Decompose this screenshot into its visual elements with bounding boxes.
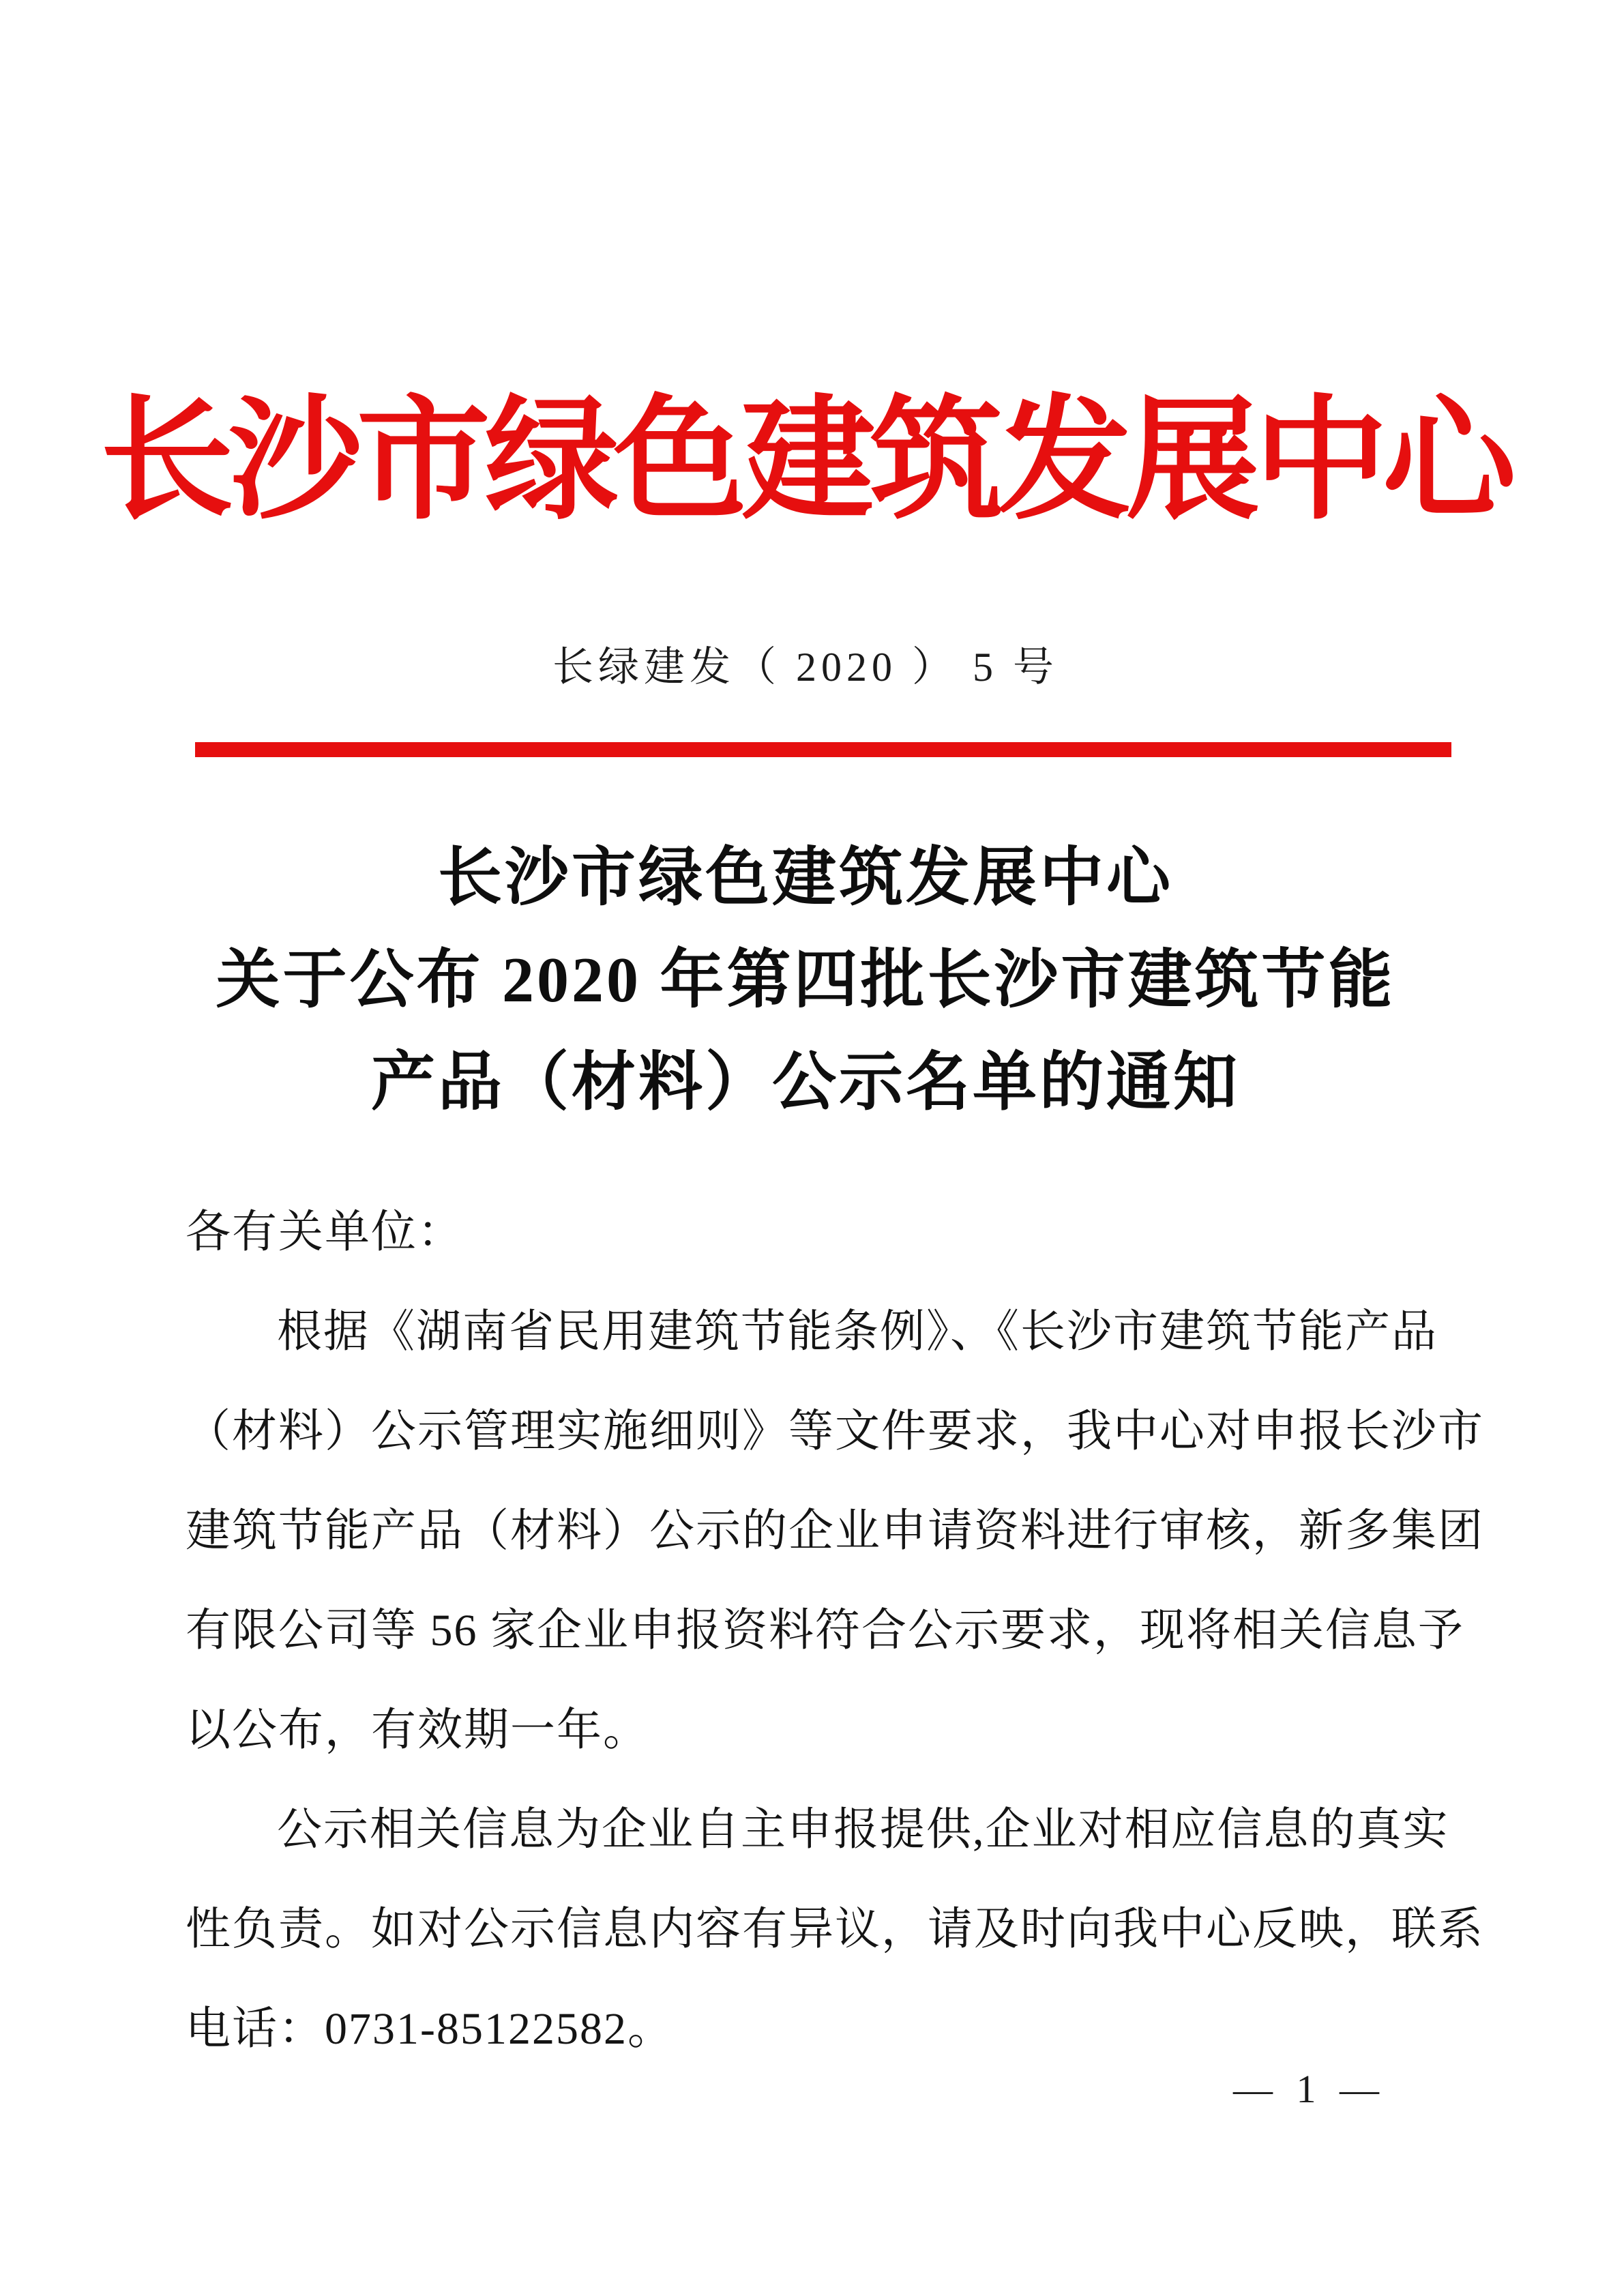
body-line: （材料）公示管理实施细则》等文件要求，我中心对申报长沙市 xyxy=(186,1407,1484,1456)
body-salutation: 各有关单位： xyxy=(186,1207,464,1257)
notice-title-line-3: 产品（材料）公示名单的通知 xyxy=(370,1047,1240,1118)
notice-title-line-1: 长沙市绿色建筑发展中心 xyxy=(437,842,1173,913)
letterhead-divider-rule xyxy=(195,742,1451,757)
body-line: 以公布，有效期一年。 xyxy=(186,1705,649,1755)
notice-title xyxy=(0,827,1611,1134)
letterhead-org-title: 长沙市绿色建筑发展中心 xyxy=(100,387,1511,535)
body-line: 建筑节能产品（材料）公示的企业申请资料进行审核，新多集团 xyxy=(186,1506,1484,1556)
document-body xyxy=(186,1183,1484,2079)
body-line: 性负责。如对公示信息内容有异议，请及时向我中心反映，联系 xyxy=(186,1904,1484,1954)
page-number: — 1 — xyxy=(1233,2067,1386,2111)
document-number: 长绿建发（ 2020 ） 5 号 xyxy=(552,645,1059,690)
notice-title-line-2: 关于公布 2020 年第四批长沙市建筑节能 xyxy=(216,945,1395,1016)
body-line-phone: 电话：0731-85122582。 xyxy=(186,2004,674,2054)
body-line: 根据《湖南省民用建筑节能条例》、《长沙市建筑节能产品 xyxy=(277,1307,1438,1357)
body-line: 有限公司等 56 家企业申报资料符合公示要求，现将相关信息予 xyxy=(186,1606,1464,1655)
body-line: 公示相关信息为企业自主申报提供,企业对相应信息的真实 xyxy=(277,1805,1449,1855)
